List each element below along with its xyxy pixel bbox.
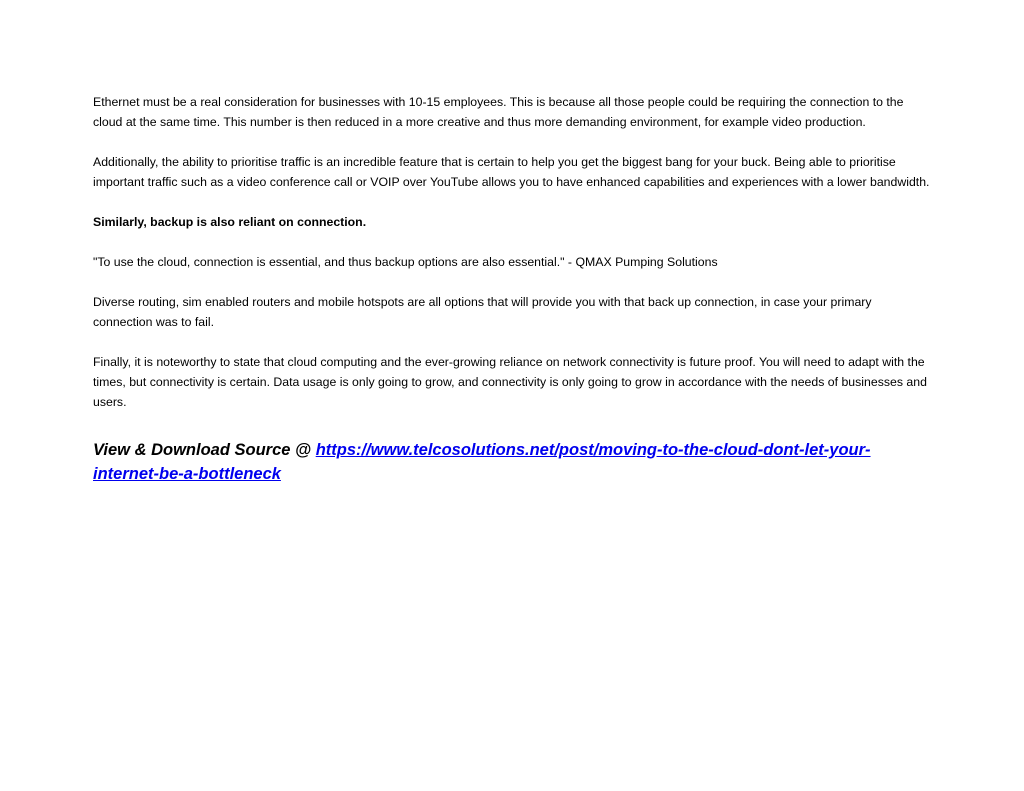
source-line: [93, 438, 933, 486]
paragraph-quote: "To use the cloud, connection is essential, and thus backup options are also essential." - QMAX Pumping Solutions: [93, 255, 718, 269]
document-body: [93, 92, 933, 486]
source-link[interactable]: https://www.telcosolutions.net/post/moving-to-the-cloud-dont-let-your-internet-be-a-bottleneck: [93, 441, 871, 483]
paragraph-prioritise-traffic: Additionally, the ability to prioritise traffic is an incredible feature that is certain to help you get the biggest bang for your buck. Being able to prioritise important traffic such as a video conference call or VOIP over YouTube allows you to have enhanced capabilities and experiences with a lower bandwidth.: [93, 155, 930, 189]
paragraph-conclusion: Finally, it is noteworthy to state that cloud computing and the ever-growing reliance on network connectivity is future proof. You will need to adapt with the times, but connectivity is certain. Data usage is only going to grow, and connectivity is only going to grow in accordance with the needs of businesses and users.: [93, 355, 927, 409]
paragraph-ethernet: Ethernet must be a real consideration for businesses with 10-15 employees. This is because all those people could be requiring the connection to the cloud at the same time. This number is then reduced in a more creative and thus more demanding environment, for example video production.: [93, 95, 904, 129]
source-label: View & Download Source @: [93, 441, 316, 459]
paragraph-backup-heading: Similarly, backup is also reliant on connection.: [93, 215, 367, 229]
paragraph-diverse-routing: Diverse routing, sim enabled routers and mobile hotspots are all options that will provide you with that back up connection, in case your primary connection was to fail.: [93, 295, 872, 329]
